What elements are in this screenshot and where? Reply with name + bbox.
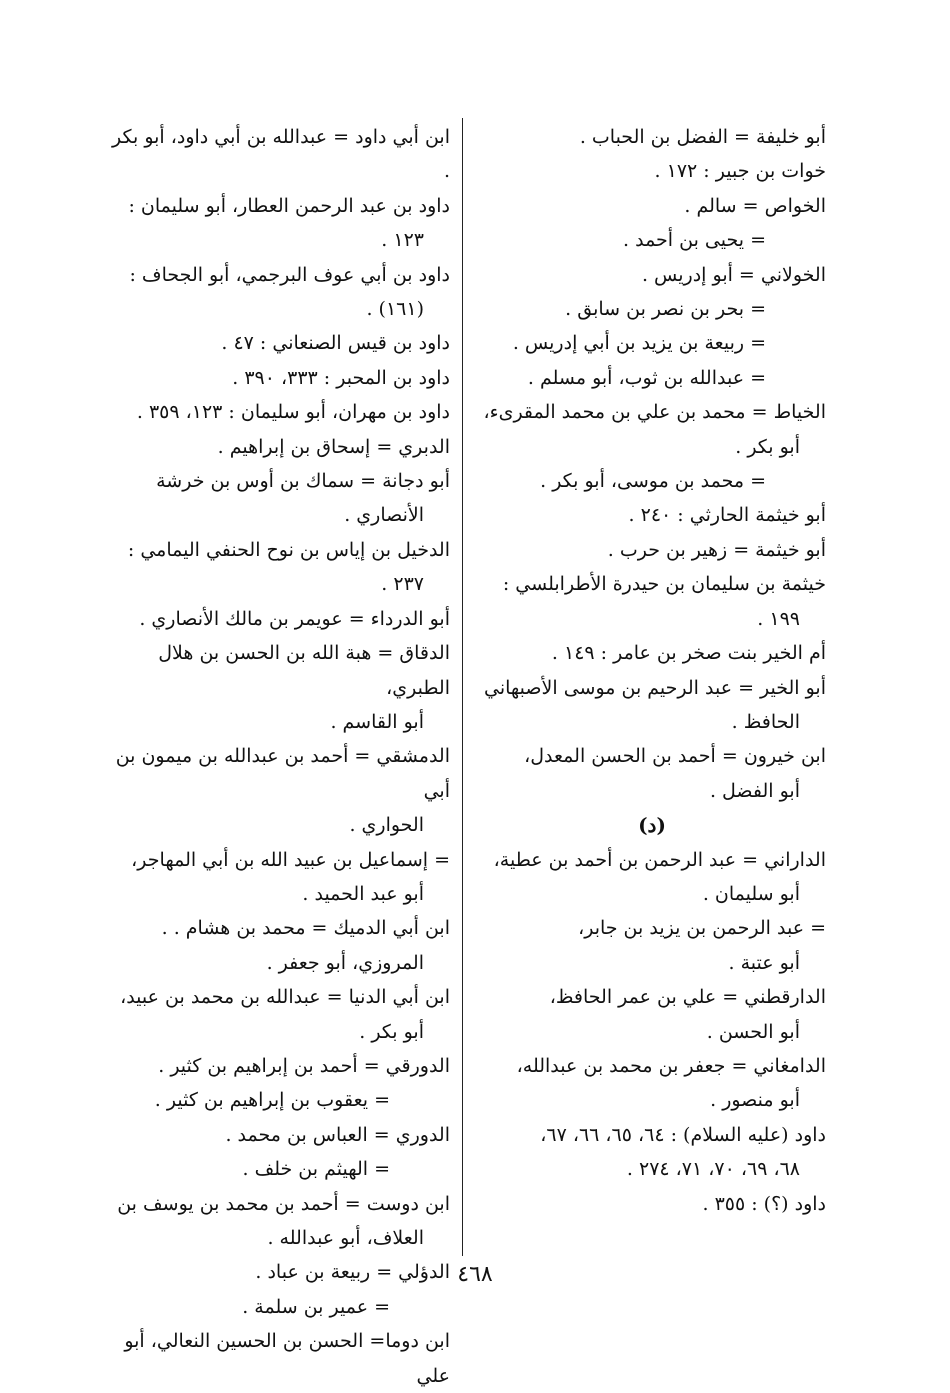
- index-subentry: = الهيثم بن خلف .: [242, 1158, 390, 1181]
- index-entry: الدوري = العباس بن محمد .: [225, 1123, 450, 1146]
- index-entry-continuation: المروزي، أبو جعفر .: [266, 951, 424, 974]
- index-entry: الدورقي = أحمد بن إبراهيم بن كثير .: [158, 1054, 450, 1077]
- index-entry: داود بن المحبر : ٣٣٣، ٣٩٠ .: [232, 366, 450, 389]
- index-subentry: = يعقوب بن إبراهيم بن كثير .: [154, 1089, 390, 1112]
- index-subentry: = إسماعيل بن عبيد الله بن أبي المهاجر،: [131, 848, 450, 871]
- index-subentry: = عبد الرحمن بن يزيد بن جابر،: [578, 917, 826, 940]
- index-entry-continuation: أبو القاسم .: [330, 710, 424, 733]
- index-entry-continuation: أبو عبد الحميد .: [302, 882, 424, 905]
- index-entry-continuation: الحافظ .: [731, 710, 800, 733]
- index-entry: ابن أبي الدنيا = عبدالله بن محمد بن عبيد،: [120, 986, 450, 1009]
- index-entry: أبو الخير = عبد الرحيم بن موسى الأصبهاني: [484, 676, 826, 699]
- page-number: ٤٦٨: [457, 1262, 493, 1287]
- index-subentry: = ربيعة بن يزيد بن أبي إدريس .: [512, 332, 766, 355]
- right-index-column: [478, 120, 826, 1221]
- index-entry: ابن دوست = أحمد بن محمد بن يوسف بن: [117, 1192, 450, 1215]
- index-entry: أبو خليفة = الفضل بن الحباب .: [579, 126, 826, 148]
- index-entry-continuation: أبو عتبة .: [728, 951, 800, 974]
- index-entry: الخياط = محمد بن علي بن محمد المقرىء،: [483, 401, 826, 424]
- index-entry-continuation: أبو بكر .: [359, 1020, 424, 1043]
- index-subentry: = عبدالله بن ثوب، أبو مسلم .: [527, 366, 766, 389]
- index-entry-continuation: أبو منصور .: [710, 1089, 800, 1112]
- index-entry-continuation: (١٦١) .: [366, 298, 424, 321]
- index-subentry: = يحيى بن أحمد .: [623, 229, 766, 252]
- index-entry: داود بن قيس الصنعاني : ٤٧ .: [221, 332, 450, 355]
- index-entry: ابن أبي الدميك = محمد بن هشام . .: [161, 917, 450, 940]
- index-entry: الخولاني = أبو إدريس .: [641, 263, 826, 286]
- index-entry: أبو خيثمة = زهير بن حرب .: [607, 538, 826, 561]
- column-divider: [462, 118, 463, 1256]
- index-entry: داود بن عبد الرحمن العطار، أبو سليمان :: [128, 194, 450, 217]
- index-entry: داود بن مهران، أبو سليمان : ١٢٣، ٣٥٩ .: [136, 401, 450, 424]
- index-entry-continuation: ٦٨، ٦٩، ٧٠، ٧١، ٢٧٤ .: [626, 1158, 800, 1181]
- index-entry: أم الخير بنت صخر بن عامر : ١٤٩ .: [551, 642, 826, 665]
- index-entry-continuation: ١٢٣ .: [381, 229, 424, 252]
- index-entry: ابن دوما= الحسن بن الحسين النعالي، أبو علي: [124, 1330, 450, 1387]
- index-entry-continuation: الحواري .: [349, 814, 424, 837]
- index-subentry: = بحر بن نصر بن سابق .: [565, 298, 766, 321]
- index-subentry: = محمد بن موسى، أبو بكر .: [540, 470, 766, 493]
- left-index-column: [100, 120, 450, 1393]
- index-entry-continuation: العلاف، أبو عبدالله .: [267, 1227, 424, 1249]
- index-entry: داود (عليه السلام) : ٦٤، ٦٥، ٦٦، ٦٧،: [540, 1123, 826, 1146]
- index-entry: خوات بن جبير : ١٧٢ .: [654, 160, 826, 183]
- index-subentry: = عمير بن سلمة .: [242, 1295, 390, 1318]
- index-entry: أبو الدرداء = عويمر بن مالك الأنصاري .: [139, 607, 450, 630]
- index-entry: الدخيل بن إياس بن نوح الحنفي اليمامي :: [127, 538, 450, 561]
- index-entry: أبو خيثمة الحارثي : ٢٤٠ .: [628, 504, 826, 527]
- index-entry: الدامغاني = جعفر بن محمد بن عبدالله،: [516, 1054, 826, 1077]
- index-entry-continuation: أبو الفضل .: [709, 779, 800, 802]
- index-entry-continuation: الأنصاري .: [344, 504, 424, 527]
- section-heading-dal: (د): [638, 813, 666, 838]
- index-entry-continuation: أبو بكر .: [735, 435, 800, 458]
- index-entry: ابن خيرون = أحمد بن الحسن المعدل،: [524, 745, 826, 768]
- index-entry-continuation: ٢٣٧ .: [381, 573, 424, 596]
- index-entry: الداراني = عبد الرحمن بن أحمد بن عطية،: [493, 848, 826, 871]
- index-entry: الخواص = سالم .: [684, 194, 826, 217]
- index-entry-continuation: أبو سليمان .: [702, 882, 800, 905]
- index-entry: الدقاق = هبة الله بن الحسن بن هلال الطبري،: [158, 642, 450, 699]
- index-entry-continuation: أبو الحسن .: [706, 1020, 800, 1043]
- index-entry: داود (؟) : ٣٥٥ .: [702, 1192, 826, 1215]
- index-entry-continuation: ١٩٩ .: [757, 607, 800, 630]
- index-entry: أبو دجانة = سماك بن أوس بن خرشة: [156, 470, 450, 493]
- index-entry: ابن أبي داود = عبدالله بن أبي داود، أبو بكر .: [112, 126, 450, 183]
- index-entry: داود بن أبي عوف البرجمي، أبو الجحاف :: [129, 263, 450, 286]
- index-entry: الدارقطني = علي بن عمر الحافظ،: [549, 986, 826, 1009]
- index-entry: الدمشقي = أحمد بن عبدالله بن ميمون بن أبي: [115, 745, 450, 802]
- index-entry: خيثمة بن سليمان بن حيدرة الأطرابلسي :: [502, 573, 826, 596]
- index-entry: الدبري = إسحاق بن إبراهيم .: [217, 435, 450, 458]
- index-entry: الدؤلي = ربيعة بن عباد .: [255, 1261, 450, 1284]
